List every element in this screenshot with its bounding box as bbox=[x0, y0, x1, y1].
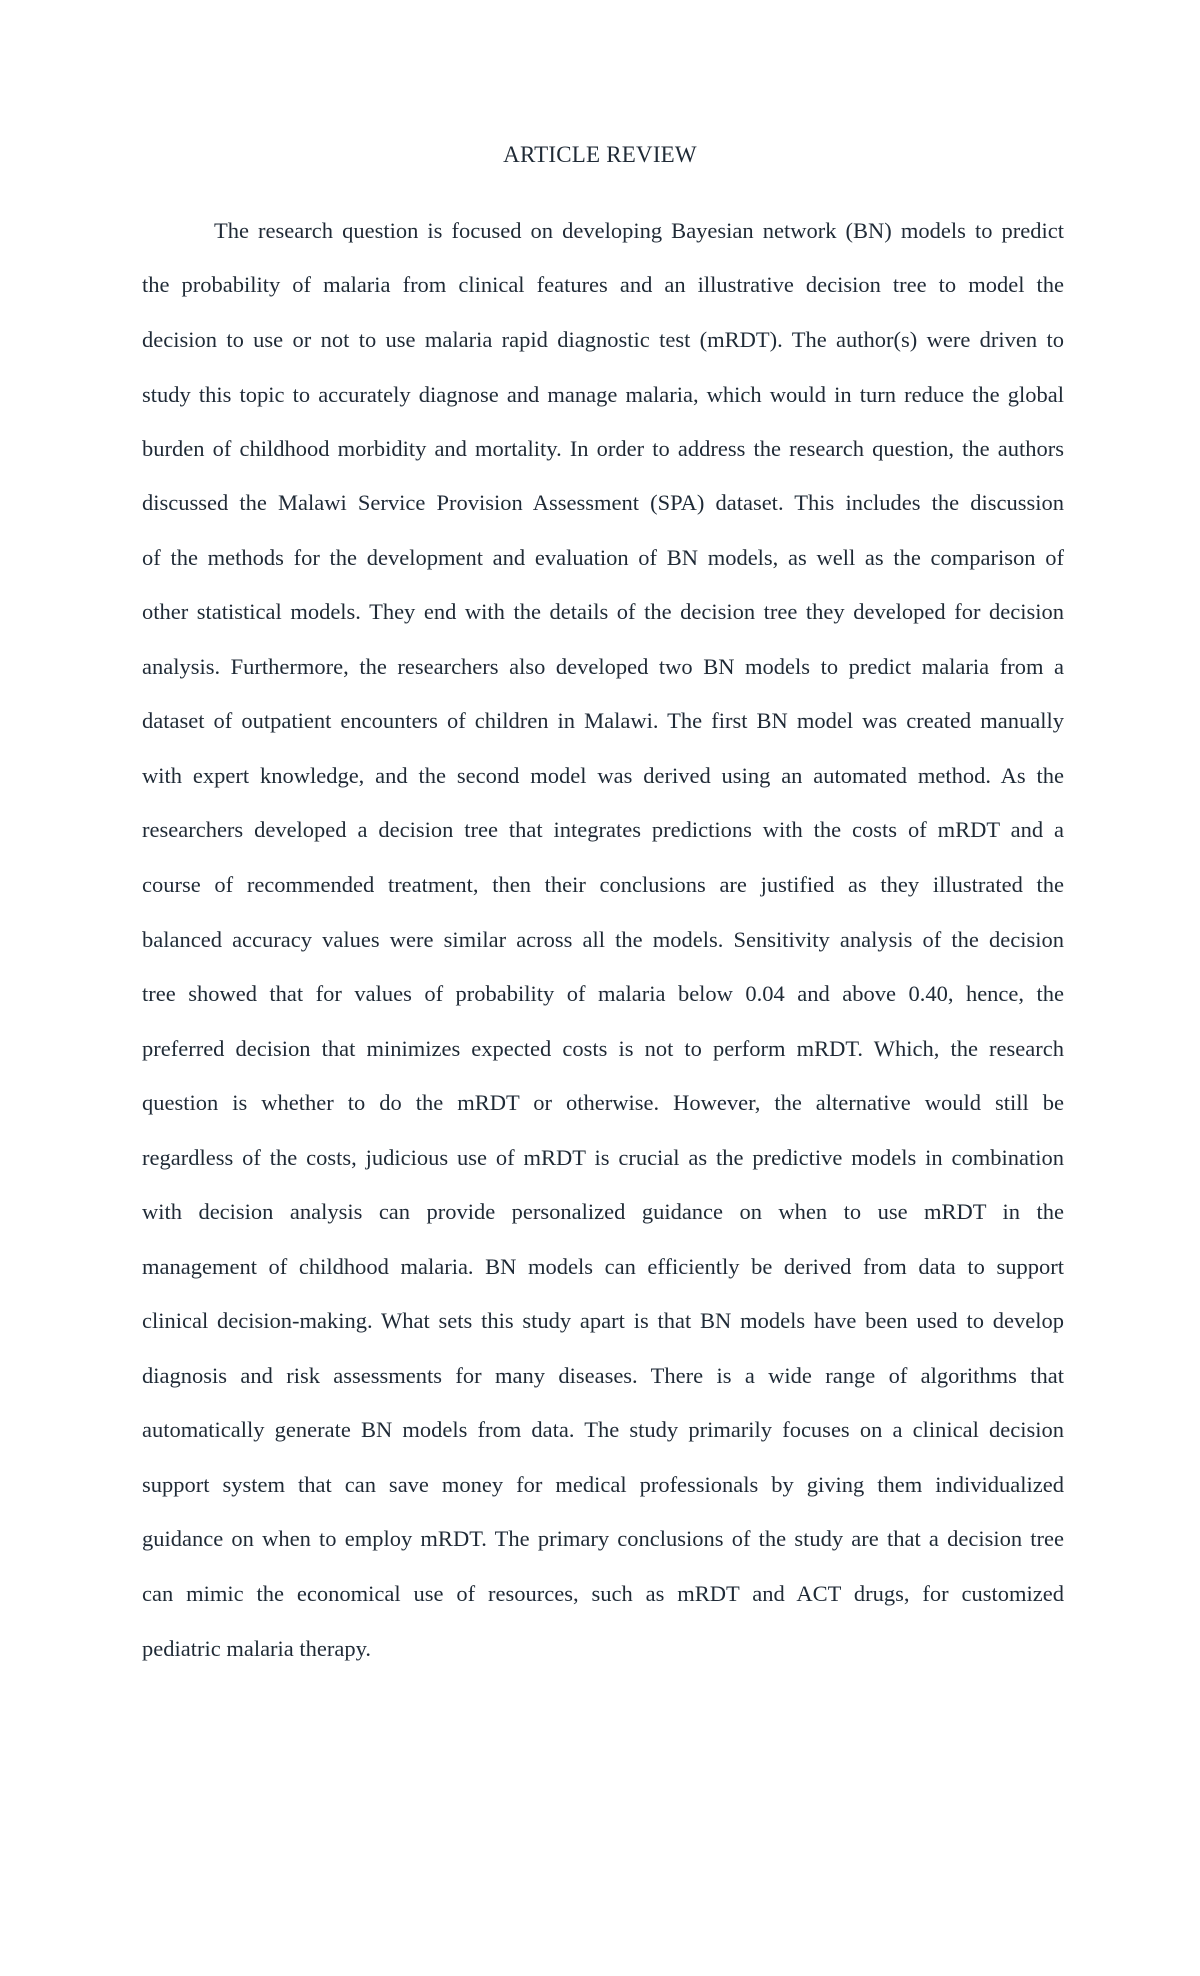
text-line: the probability of malaria from clinical features and an illustrative decision tree to model the bbox=[142, 272, 1064, 297]
text-line: other statistical models. They end with the details of the decision tree they developed for decision bbox=[142, 599, 1064, 624]
text-line: guidance on when to employ mRDT. The primary conclusions of the study are that a decision tree bbox=[142, 1526, 1064, 1551]
text-line: of the methods for the development and evaluation of BN models, as well as the comparison of bbox=[142, 545, 1064, 570]
text-line: researchers developed a decision tree that integrates predictions with the costs of mRDT and a bbox=[142, 817, 1064, 842]
text-line: diagnosis and risk assessments for many diseases. There is a wide range of algorithms that bbox=[142, 1363, 1064, 1388]
text-line: automatically generate BN models from data. The study primarily focuses on a clinical decision bbox=[142, 1417, 1064, 1442]
text-line: with decision analysis can provide personalized guidance on when to use mRDT in the bbox=[142, 1199, 1064, 1224]
text-line: The research question is focused on developing Bayesian network (BN) models to predict bbox=[214, 218, 1064, 243]
text-line: question is whether to do the mRDT or otherwise. However, the alternative would still be bbox=[142, 1090, 1064, 1115]
text-line: burden of childhood morbidity and mortality. In order to address the research question, the authors bbox=[142, 436, 1064, 461]
text-line: dataset of outpatient encounters of children in Malawi. The first BN model was created manually bbox=[142, 708, 1064, 733]
document-title: ARTICLE REVIEW bbox=[503, 142, 697, 167]
text-line: management of childhood malaria. BN models can efficiently be derived from data to support bbox=[142, 1254, 1064, 1279]
text-line: preferred decision that minimizes expected costs is not to perform mRDT. Which, the research bbox=[142, 1036, 1064, 1061]
text-line: discussed the Malawi Service Provision Assessment (SPA) dataset. This includes the discussion bbox=[142, 490, 1064, 515]
text-line: support system that can save money for medical professionals by giving them individualized bbox=[142, 1472, 1064, 1497]
text-line: tree showed that for values of probability of malaria below 0.04 and above 0.40, hence, the bbox=[142, 981, 1064, 1006]
text-line: clinical decision-making. What sets this study apart is that BN models have been used to develop bbox=[142, 1308, 1064, 1333]
text-line: with expert knowledge, and the second model was derived using an automated method. As the bbox=[142, 763, 1064, 788]
text-line: decision to use or not to use malaria rapid diagnostic test (mRDT). The author(s) were driven to bbox=[142, 327, 1064, 352]
text-line: regardless of the costs, judicious use of mRDT is crucial as the predictive models in combination bbox=[142, 1145, 1064, 1170]
text-line: balanced accuracy values were similar across all the models. Sensitivity analysis of the decision bbox=[142, 927, 1064, 952]
text-line: study this topic to accurately diagnose and manage malaria, which would in turn reduce the global bbox=[142, 382, 1064, 407]
text-line: analysis. Furthermore, the researchers also developed two BN models to predict malaria from a bbox=[142, 654, 1064, 679]
text-line: can mimic the economical use of resources, such as mRDT and ACT drugs, for customized bbox=[142, 1581, 1064, 1606]
text-line: course of recommended treatment, then their conclusions are justified as they illustrated the bbox=[142, 872, 1064, 897]
text-line: pediatric malaria therapy. bbox=[142, 1636, 372, 1661]
